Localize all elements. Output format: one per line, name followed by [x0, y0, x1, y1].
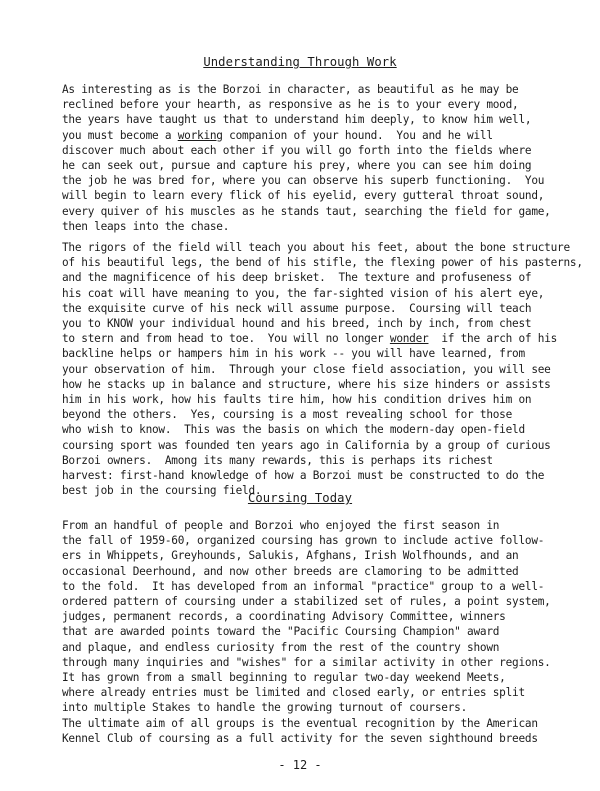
- text-line: you to KNOW your individual hound and his breed, inch by inch, from chest: [62, 317, 532, 331]
- text-line: the job he was bred for, where you can observe his superb functioning. You: [62, 174, 545, 188]
- text-line: The ultimate aim of all groups is the eventual recognition by the American: [62, 717, 538, 730]
- text-line: best job in the coursing field.: [62, 484, 262, 498]
- text-line: Kennel Club of coursing as a full activity for the seven sighthound breeds: [62, 732, 538, 746]
- text-line: the exquisite curve of his neck will assume purpose. Coursing will teach: [62, 301, 532, 315]
- text-line: coursing sport was founded ten years ago in California by a group of curious: [62, 438, 551, 452]
- text-line: backline helps or hampers him in his work -- you will have learned, from: [62, 347, 525, 361]
- text-line: the years have taught us that to understand him deeply, to know him well,: [62, 113, 532, 127]
- text-line: how he stacks up in balance and structure, where his size hinders or assists: [62, 377, 551, 391]
- text-line: ordered pattern of coursing under a stabilized set of rules, a point system,: [62, 595, 551, 609]
- text-line: to stern and from head to toe. You will no longer wonder if the arch of his: [62, 332, 558, 346]
- text-line: ers in Whippets, Greyhounds, Salukis, Afghans, Irish Wolfhounds, and an: [62, 549, 519, 563]
- text-line: beyond the others. Yes, coursing is a most revealing school for those: [62, 408, 513, 422]
- text-line: to the fold. It has developed from an informal "practice" group to a well-: [62, 579, 545, 593]
- text-line: he can seek out, pursue and capture his prey, where you can see him doing: [62, 159, 532, 173]
- paragraph-1: [62, 82, 592, 234]
- text-line: that are awarded points toward the "Pacific Coursing Champion" award: [62, 625, 500, 639]
- underlined-word: wonder: [389, 332, 429, 346]
- section-heading-coursing-today: Coursing Today: [247, 491, 353, 505]
- text-line: harvest: first-hand knowledge of how a Borzoi must be constructed to do the: [62, 469, 545, 483]
- text-segment: you must become a: [62, 128, 178, 142]
- text-line: your observation of him. Through your close field association, you will see: [62, 362, 551, 376]
- text-line: [62, 128, 592, 143]
- text-line: will begin to learn every flick of his eyelid, every gutteral throat sound,: [62, 189, 545, 203]
- text-line: where already entries must be limited and closed early, or entries split: [62, 686, 525, 700]
- underlined-word: working: [177, 128, 223, 142]
- page-number: - 12 -: [278, 758, 322, 772]
- text-line: the fall of 1959-60, organized coursing has grown to include active follow-: [62, 534, 545, 548]
- paragraph-4: [62, 716, 592, 746]
- text-line: and plaque, and endless curiosity from the rest of the country shown: [62, 640, 500, 654]
- text-line: occasional Deerhound, and now other breeds are clamoring to be admitted: [62, 564, 519, 578]
- text-line: It has grown from a small beginning to regular two-day weekend Meets,: [62, 671, 506, 685]
- text-line: of his beautiful legs, the bend of his stifle, the flexing power of his pasterns,: [62, 256, 583, 270]
- text-line: then leaps into the chase.: [62, 219, 230, 233]
- text-line: who wish to know. This was the basis on which the modern-day open-field: [62, 423, 525, 437]
- section-heading-understanding: Understanding Through Work: [203, 55, 397, 69]
- text-line: discover much about each other if you will go forth into the fields where: [62, 143, 532, 157]
- text-line: him in his work, how his faults tire him, how his condition drives him on: [62, 393, 532, 407]
- text-line: The rigors of the field will teach you about his feet, about the bone structure: [62, 241, 570, 254]
- text-line: every quiver of his muscles as he stands taut, searching the field for game,: [62, 204, 551, 218]
- text-line: From an handful of people and Borzoi who enjoyed the first season in: [62, 519, 500, 532]
- paragraph-3: [62, 518, 592, 716]
- text-segment: companion of your hound. You and he will: [222, 128, 493, 142]
- text-line: into multiple Stakes to handle the growing turnout of coursers.: [62, 701, 468, 715]
- text-line: and the magnificence of his deep brisket. The texture and profuseness of: [62, 271, 532, 285]
- text-line: judges, permanent records, a coordinating Advisory Committee, winners: [62, 610, 506, 624]
- text-line: Borzoi owners. Among its many rewards, this is perhaps its richest: [62, 453, 493, 467]
- text-line: reclined before your hearth, as responsive as he is to your every mood,: [62, 98, 519, 112]
- text-line: through many inquiries and "wishes" for a similar activity in other regions.: [62, 655, 551, 669]
- text-line: his coat will have meaning to you, the far-sighted vision of his alert eye,: [62, 286, 545, 300]
- paragraph-2: [62, 240, 592, 498]
- text-line: As interesting as is the Borzoi in character, as beautiful as he may be: [62, 83, 519, 96]
